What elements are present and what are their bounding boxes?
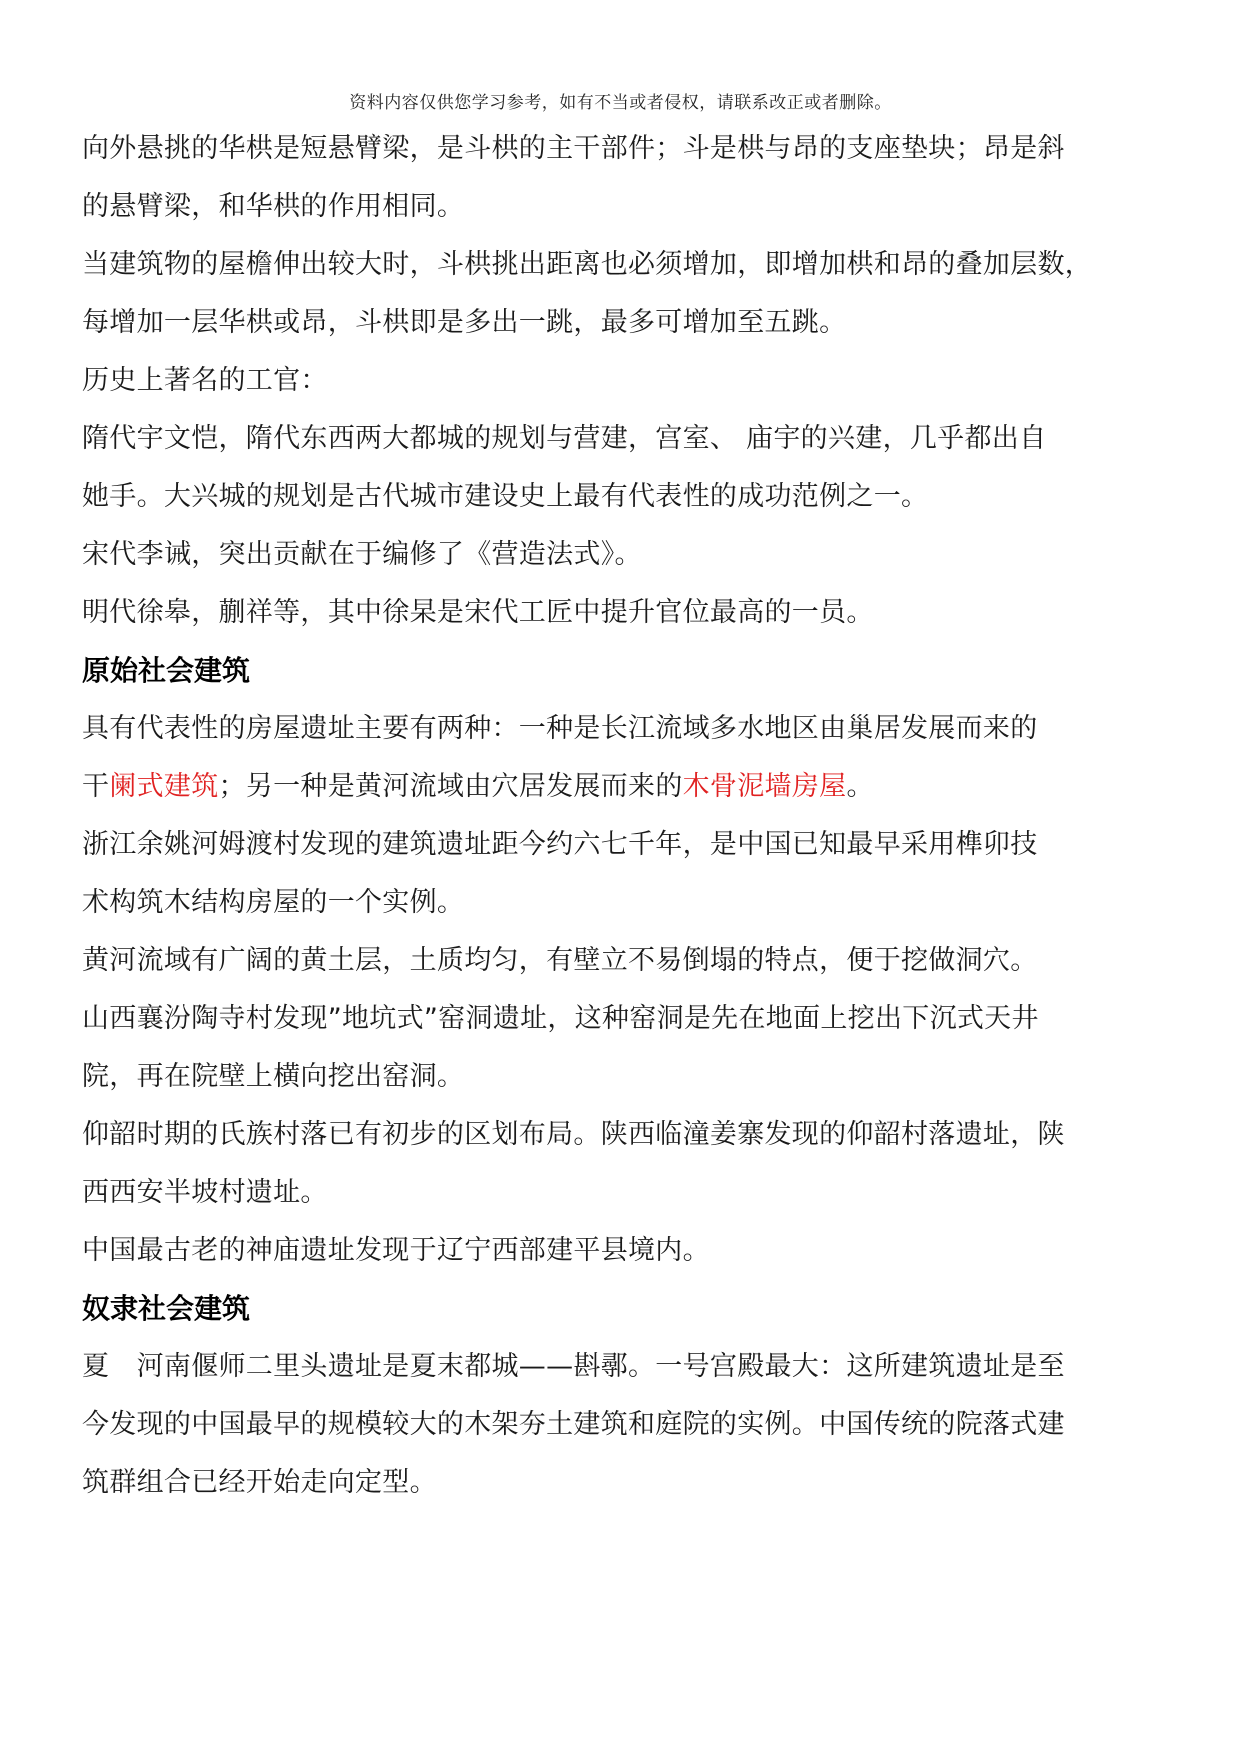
text-line: 她手。大兴城的规划是古代城市建设史上最有代表性的成功范例之一。 bbox=[82, 481, 929, 512]
text-line: 术构筑木结构房屋的一个实例。 bbox=[82, 887, 465, 918]
text-line: 黄河流域有广阔的黄土层，土质均匀，有壁立不易倒塌的特点，便于挖做洞穴。 bbox=[82, 945, 1038, 976]
document-body bbox=[82, 120, 1182, 1512]
text-line: 山西襄汾陶寺村发现”地坑式”窑洞遗址，这种窑洞是先在地面上挖出下沉式天井 bbox=[82, 1003, 1039, 1034]
text-line: 中国最古老的神庙遗址发现于辽宁西部建平县境内。 bbox=[82, 1235, 710, 1266]
text-line: 的悬臂梁，和华栱的作用相同。 bbox=[82, 191, 465, 222]
text-fragment: 。 bbox=[846, 771, 874, 802]
section-heading-slave-society: 奴隶社会建筑 bbox=[82, 1292, 251, 1325]
highlight-term-mugu-nigiang: 木骨泥墙房屋 bbox=[682, 771, 847, 802]
text-line: 夏 河南偃师二里头遗址是夏末都城——斟鄩。一号宫殿最大：这所建筑遗址是至 bbox=[82, 1351, 1065, 1382]
text-line: 西西安半坡村遗址。 bbox=[82, 1177, 328, 1208]
text-line: 院，再在院壁上横向挖出窑洞。 bbox=[82, 1061, 465, 1092]
text-line: 历史上著名的工官： bbox=[82, 365, 328, 396]
text-line: 仰韶时期的氏族村落已有初步的区划布局。陕西临潼姜寨发现的仰韶村落遗址，陕 bbox=[82, 1119, 1065, 1150]
text-line: 具有代表性的房屋遗址主要有两种：一种是长江流域多水地区由巢居发展而来的 bbox=[82, 713, 1038, 744]
text-line: 今发现的中国最早的规模较大的木架夯土建筑和庭院的实例。中国传统的院落式建 bbox=[82, 1409, 1065, 1440]
text-line: 隋代宇文恺，隋代东西两大都城的规划与营建，宫室、 庙宇的兴建，几乎都出自 bbox=[82, 423, 1047, 454]
text-line-with-highlights bbox=[82, 758, 1182, 816]
text-fragment: ；另一种是黄河流域由穴居发展而来的 bbox=[218, 771, 683, 802]
text-line: 浙江余姚河姆渡村发现的建筑遗址距今约六七千年，是中国已知最早采用榫卯技 bbox=[82, 829, 1038, 860]
text-line: 每增加一层华栱或昂，斗栱即是多出一跳，最多可增加至五跳。 bbox=[82, 307, 847, 338]
text-line: 当建筑物的屋檐伸出较大时，斗栱挑出距离也必须增加，即增加栱和昂的叠加层数， bbox=[82, 249, 1093, 280]
text-line: 明代徐皋，蒯祥等，其中徐杲是宋代工匠中提升官位最高的一员。 bbox=[82, 597, 874, 628]
text-line: 宋代李诫，突出贡献在于编修了《营造法式》。 bbox=[82, 539, 642, 570]
disclaimer-header: 资料内容仅供您学习参考，如有不当或者侵权，请联系改正或者删除。 bbox=[349, 93, 892, 113]
text-fragment: 干 bbox=[82, 771, 110, 802]
text-line: 向外悬挑的华栱是短悬臂梁，是斗栱的主干部件；斗是栱与昂的支座垫块；昂是斜 bbox=[82, 133, 1065, 164]
highlight-term-ganlan: 阑式建筑 bbox=[109, 771, 219, 802]
section-heading-primitive-society: 原始社会建筑 bbox=[82, 654, 251, 687]
text-line: 筑群组合已经开始走向定型。 bbox=[82, 1467, 437, 1498]
